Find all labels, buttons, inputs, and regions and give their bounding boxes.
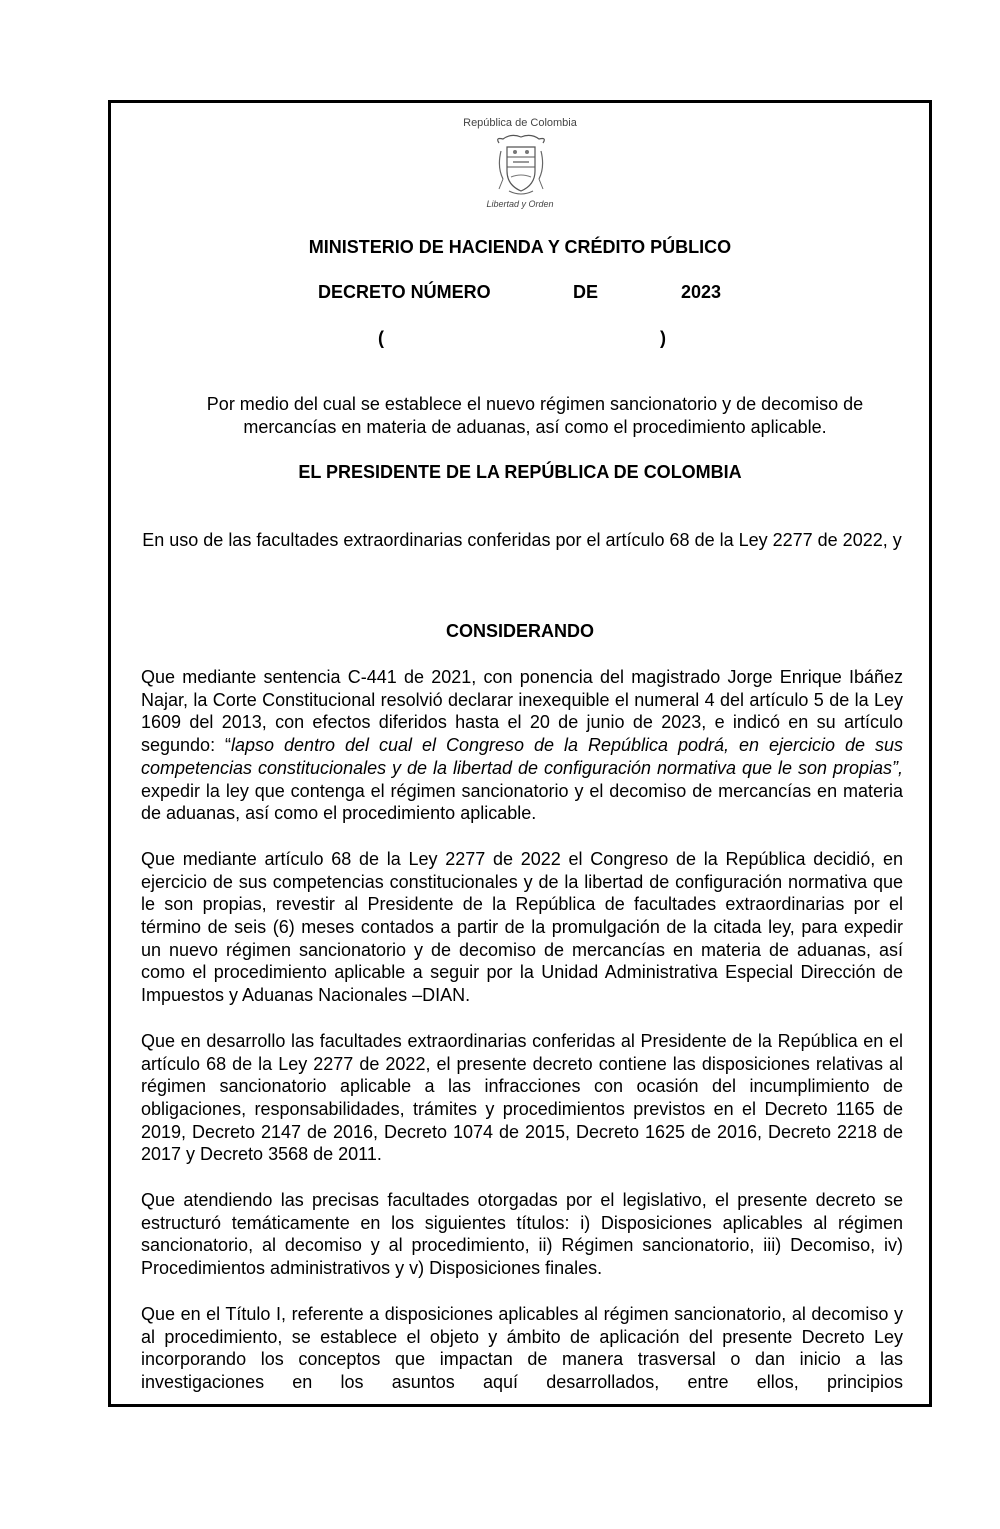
considering-heading: CONSIDERANDO <box>445 621 594 641</box>
coat-of-arms-icon <box>493 133 549 197</box>
motto-label: Libertad y Orden <box>486 199 554 209</box>
decree-number-label: DECRETO NÚMERO <box>318 282 491 302</box>
decree-subject: Por medio del cual se establece el nuevo régimen sancionatorio y de decomiso de mercancías en materia de aduanas, así como el procedimiento aplicable. <box>206 394 864 437</box>
paragraph-1-text-end: expedir la ley que contenga el régimen sancionatorio y el decomiso de mercancías en materia de aduanas, así como el procedimiento aplicable. <box>141 780 903 824</box>
paragraph-4: Que atendiendo las precisas facultades otorgadas por el legislativo, el presente decreto se estructuró temáticamente en los siguientes títulos: i) Disposiciones aplicables al régimen sancionatorio, al decomiso y al procedimiento, ii) Régimen sancionatorio, iii) Decomiso, iv) Procedimientos administrativos y v) Disposiciones finales. <box>141 1190 903 1279</box>
date-paren-open: ( <box>378 328 384 348</box>
paragraph-1 <box>141 666 903 825</box>
ministry-title: MINISTERIO DE HACIENDA Y CRÉDITO PÚBLICO <box>308 237 732 257</box>
date-paren-close: ) <box>660 328 666 348</box>
decree-de-label: DE <box>573 282 599 302</box>
decree-year: 2023 <box>681 282 722 302</box>
powers-statement: En uso de las facultades extraordinarias conferidas por el artículo 68 de la Ley 2277 de 2022, y <box>142 530 902 550</box>
paragraph-5: Que en el Título I, referente a disposiciones aplicables al régimen sancionatorio, al decomiso y al procedimiento, se establece el objeto y ámbito de aplicación del presente Decreto Ley incorporando los conceptos que impactan de manera trasversal o dan inicio a las investigaciones en los asuntos aquí desarrollados, entre ellos, principios <box>141 1303 903 1392</box>
considering-body <box>141 666 903 1394</box>
paragraph-1-text: Que mediante sentencia C-441 de 2021, con ponencia del magistrado Jorge Enrique Ibáñez Najar, la Corte Constitucional resolvió declarar inexequible el numeral 4 del artículo 5 de la Ley 1609 del 2013, con efectos diferidos hasta el 20 de junio de 2023, e indicó en su artículo segundo: “ <box>141 667 903 756</box>
republic-label: República de Colombia <box>463 117 577 129</box>
paragraph-1-quote: lapso dentro del cual el Congreso de la República podrá, en ejercicio de sus competencias constitucionales y de la libertad de configuración normativa que le son propias”, <box>141 735 903 778</box>
paragraph-3: Que en desarrollo las facultades extraordinarias conferidas al Presidente de la República en el artículo 68 de la Ley 2277 de 2022, el presente decreto contiene las disposiciones relativas al régimen sancionatorio aplicable a las infracciones con ocasión del incumplimiento de obligaciones, responsabilidades, trámites y procedimientos previstos en el Decreto 1165 de 2019, Decreto 2147 de 2016, Decreto 1074 de 2015, Decreto 1625 de 2016, Decreto 2218 de 2017 y Decreto 3568 de 2011. <box>141 1030 903 1165</box>
document-frame <box>108 100 932 1407</box>
paragraph-2: Que mediante artículo 68 de la Ley 2277 de 2022 el Congreso de la República decidió, en ejercicio de sus competencias constitucionales y de la libertad de configuración normativa que le son propias, revestir al Presidente de la República de facultades extraordinarias por el término de seis (6) meses contados a partir de la promulgación de la citada ley, para expedir un nuevo régimen sancionatorio y de decomiso de mercancías en materia de aduanas, así como el procedimiento aplicable a seguir por la Unidad Administrativa Especial Dirección de Impuestos y Aduanas Nacionales –DIAN. <box>141 848 903 1006</box>
president-heading: EL PRESIDENTE DE LA REPÚBLICA DE COLOMBIA <box>298 462 742 482</box>
